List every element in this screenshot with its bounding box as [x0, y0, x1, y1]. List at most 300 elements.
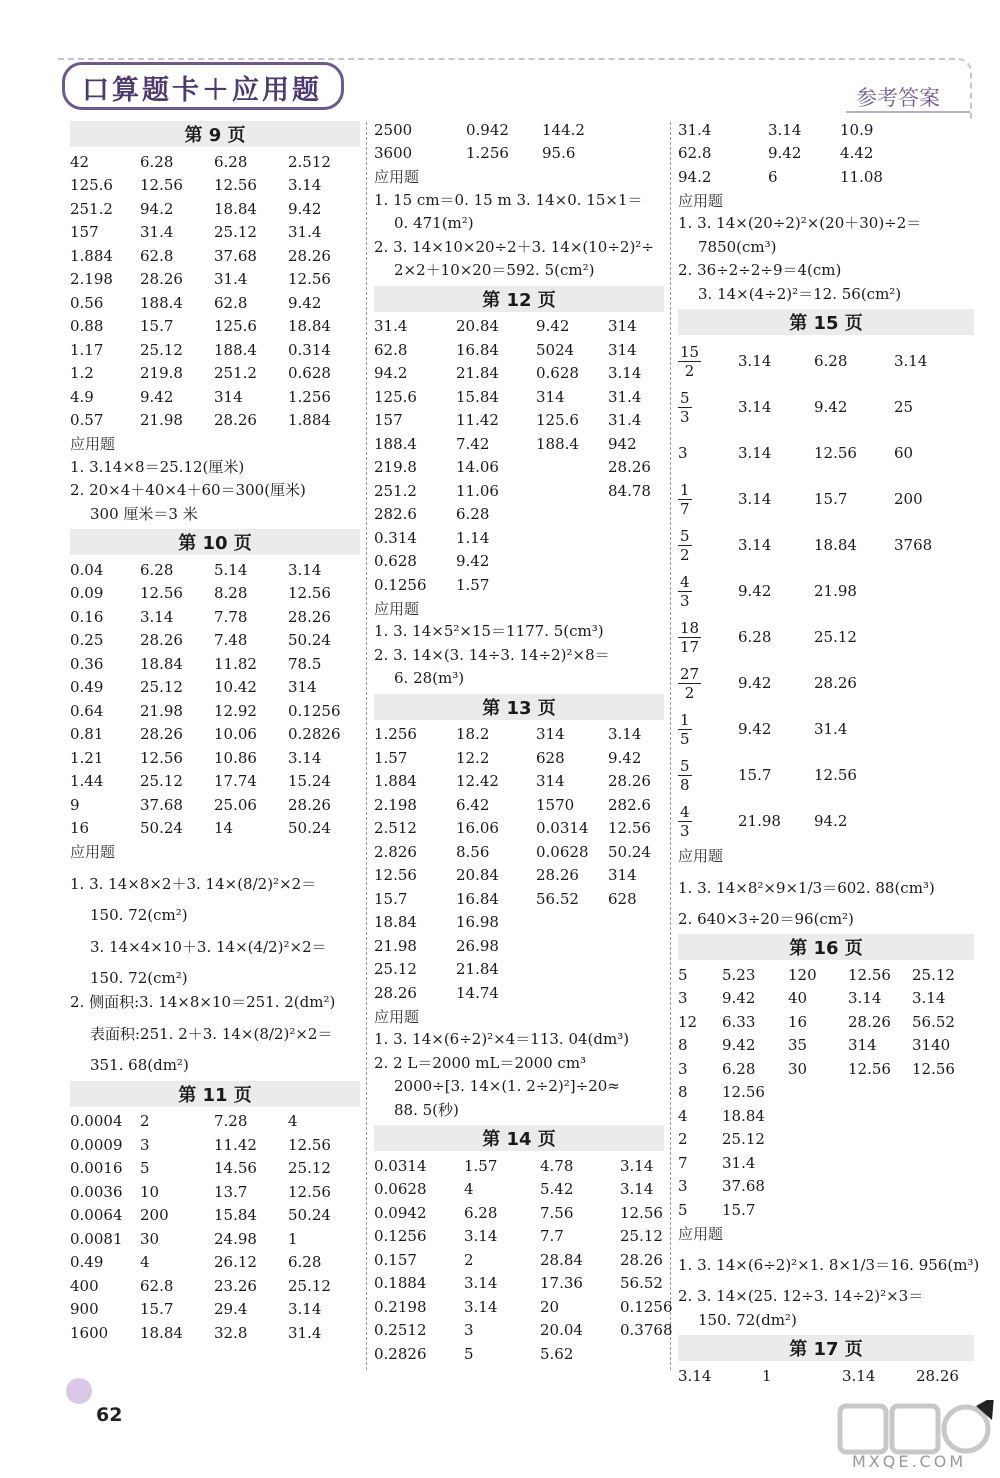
- answer-cell: 6.42: [456, 795, 490, 814]
- answer-row: [678, 430, 974, 476]
- answer-cell: 0.0004: [70, 1112, 123, 1131]
- answer-cell: 1.884: [70, 246, 113, 265]
- answer-cell: 282.6: [374, 505, 417, 524]
- solution-line: 1. 3. 14×(6÷2)²×1. 8×1/3＝16. 956(m³): [678, 1256, 980, 1274]
- answer-row: [374, 118, 664, 142]
- answer-cell: 3.14: [768, 120, 802, 139]
- answer-cell: 28.26: [214, 411, 257, 430]
- answer-cell: 9.42: [608, 748, 642, 767]
- answer-cell: 62.8: [214, 293, 248, 312]
- answer-cell: 94.2: [814, 812, 848, 830]
- answer-label: 参考答案: [856, 86, 940, 110]
- answer-cell: [678, 444, 738, 462]
- answer-cell: 50.24: [288, 631, 331, 650]
- page-heading: 第 9 页: [70, 121, 360, 147]
- answer-cell: 18.84: [288, 317, 331, 336]
- answer-cell: 0.1256: [374, 1227, 427, 1246]
- section-label: 应用题: [70, 435, 116, 454]
- fraction: [678, 665, 701, 702]
- answer-cell: 6.28: [288, 1253, 322, 1272]
- answer-cell: 7: [678, 1153, 688, 1172]
- answer-cell: 31.4: [140, 223, 174, 242]
- answer-row: [678, 118, 974, 142]
- answer-cell: 28.26: [814, 674, 857, 692]
- answer-cell: 31.4: [814, 720, 848, 738]
- answer-cell: 37.68: [140, 795, 183, 814]
- numerator: 5: [680, 526, 690, 545]
- answer-cell: 42: [70, 152, 90, 171]
- answer-row: [678, 1104, 974, 1128]
- answer-cell: 0.1256: [620, 1297, 673, 1316]
- answer-cell: 31.4: [608, 387, 642, 406]
- answer-cell: 6.33: [722, 1012, 756, 1031]
- answer-cell: [678, 343, 738, 380]
- answer-cell: 0.0016: [70, 1159, 123, 1178]
- answer-cell: 5.14: [214, 560, 248, 579]
- answer-cell: 18.84: [814, 536, 857, 554]
- section-label: 应用题: [678, 191, 724, 210]
- answer-cell: 60: [894, 444, 914, 462]
- answer-cell: 628: [608, 889, 637, 908]
- answer-row: [374, 1178, 664, 1202]
- answer-cell: 628: [536, 748, 565, 767]
- answer-cell: 251.2: [374, 481, 417, 500]
- answer-cell: 84.78: [608, 481, 651, 500]
- answer-cell: 28.26: [288, 795, 331, 814]
- answer-row: [678, 522, 974, 568]
- answer-row: [678, 987, 974, 1011]
- answer-cell: 5024: [536, 340, 575, 359]
- answer-row: [70, 197, 360, 221]
- answer-row: [678, 476, 974, 522]
- answer-cell: 10.9: [840, 120, 874, 139]
- answer-cell: 50.24: [140, 819, 183, 838]
- answer-cell: [678, 389, 738, 426]
- solution-line: 6. 28(m³): [394, 669, 465, 687]
- answer-row: [374, 338, 664, 362]
- answer-cell: 12.56: [814, 766, 857, 784]
- answer-cell: 3.14: [848, 989, 882, 1008]
- answer-cell: 94.2: [140, 199, 174, 218]
- book-title: 口算题卡＋应用题: [82, 75, 322, 106]
- answer-row: [374, 479, 664, 503]
- answer-cell: 6: [768, 167, 778, 186]
- answer-cell: 0.2826: [374, 1344, 427, 1363]
- answer-cell: 50.24: [288, 819, 331, 838]
- solution-line: 1. 3. 14×(6÷2)²×4＝113. 04(dm³): [374, 1030, 630, 1048]
- answer-cell: 3.14: [738, 398, 772, 416]
- answer-row: [70, 150, 360, 174]
- answer-cell: 94.2: [374, 364, 408, 383]
- answer-cell: 8: [678, 1083, 688, 1102]
- answer-cell: 31.4: [722, 1153, 756, 1172]
- answer-row: [70, 174, 360, 198]
- answer-cell: [678, 619, 738, 656]
- column-1: [70, 118, 360, 1345]
- answer-cell: 28.26: [608, 772, 651, 791]
- answer-cell: 56.52: [912, 1012, 955, 1031]
- answer-cell: 28.26: [140, 270, 183, 289]
- answer-row: [70, 1298, 360, 1322]
- answer-cell: 2: [678, 1130, 688, 1149]
- solution-line: 1. 3. 14×8×2＋3. 14×(8/2)²×2＝: [70, 874, 317, 893]
- answer-cell: 314: [608, 866, 637, 885]
- answer-cell: 400: [70, 1276, 99, 1295]
- numerator: 4: [680, 572, 690, 591]
- solution-line: 3. 14×(4÷2)²＝12. 56(cm²): [698, 284, 902, 303]
- answer-cell: 0.628: [374, 552, 417, 571]
- answer-cell: 24.98: [214, 1229, 257, 1248]
- answer-cell: 1.256: [288, 387, 331, 406]
- answer-underline: [846, 111, 970, 113]
- fraction: [678, 803, 692, 840]
- answer-cell: 12.56: [140, 748, 183, 767]
- answer-cell: 21.98: [374, 936, 417, 955]
- answer-row: [70, 362, 360, 386]
- answer-cell: 5.62: [540, 1344, 574, 1363]
- answer-cell: 3: [678, 1059, 688, 1078]
- solution-line: 1. 15 cm＝0. 15 m 3. 14×0. 15×1＝: [374, 190, 643, 209]
- answer-cell: 7.28: [214, 1112, 248, 1131]
- answer-cell: 11.82: [214, 654, 257, 673]
- column-3: [678, 118, 980, 1388]
- answer-cell: 28.26: [140, 631, 183, 650]
- answer-cell: 9.42: [722, 989, 756, 1008]
- answer-cell: 1.884: [288, 411, 331, 430]
- answer-cell: 6.28: [722, 1059, 756, 1078]
- section-label: 应用题: [374, 599, 420, 618]
- answer-cell: 7.42: [456, 434, 490, 453]
- solution-line: 2. 3. 14×(25. 12÷3. 14÷2)²×3＝: [678, 1287, 924, 1305]
- answer-cell: 31.4: [678, 120, 712, 139]
- answer-row: [678, 1010, 974, 1034]
- answer-cell: 25.06: [214, 795, 257, 814]
- answer-row: [70, 1110, 360, 1134]
- fraction: [678, 711, 692, 748]
- answer-cell: 13.7: [214, 1182, 248, 1201]
- answer-cell: 0.0314: [374, 1156, 427, 1175]
- fraction: [678, 757, 692, 794]
- answer-cell: 16.84: [456, 340, 499, 359]
- solution-line: 2. 侧面积:3. 14×8×10＝251. 2(dm²): [70, 992, 336, 1011]
- answer-cell: 7.48: [214, 631, 248, 650]
- answer-cell: 25.12: [140, 678, 183, 697]
- answer-cell: 3.14: [620, 1180, 654, 1199]
- column-2: [374, 118, 673, 1366]
- answer-cell: 3.14: [288, 176, 322, 195]
- answer-cell: 94.2: [678, 167, 712, 186]
- answer-cell: 125.6: [374, 387, 417, 406]
- answer-row: [70, 1157, 360, 1181]
- answer-row: [70, 244, 360, 268]
- answer-cell: 12.56: [140, 584, 183, 603]
- column-separator-2: [670, 122, 671, 1370]
- solution-line: 0. 471(m²): [394, 214, 474, 232]
- answer-cell: 16.98: [456, 913, 499, 932]
- answer-cell: 3.14: [738, 490, 772, 508]
- answer-cell: 4: [288, 1112, 298, 1131]
- numerator: 4: [680, 802, 690, 821]
- answer-row: [70, 746, 360, 770]
- answer-cell: 15.24: [288, 772, 331, 791]
- answer-row: [678, 142, 974, 166]
- answer-cell: 12.56: [288, 270, 331, 289]
- answer-cell: 6.28: [214, 152, 248, 171]
- answer-row: [678, 1057, 974, 1081]
- answer-row: [374, 1272, 664, 1296]
- answer-cell: 28.84: [540, 1250, 583, 1269]
- answer-cell: 21.84: [456, 364, 499, 383]
- answer-row: [70, 723, 360, 747]
- answer-row: [374, 1225, 664, 1249]
- answer-row: [374, 142, 664, 166]
- answer-cell: 16.84: [456, 889, 499, 908]
- answer-cell: 314: [848, 1036, 877, 1055]
- answer-row: [374, 550, 664, 574]
- answer-cell: 12.56: [140, 176, 183, 195]
- answer-cell: 251.2: [70, 199, 113, 218]
- answer-cell: 35: [788, 1036, 808, 1055]
- answer-cell: 6.28: [140, 560, 174, 579]
- answer-cell: 56.52: [620, 1274, 663, 1293]
- answer-cell: 21.98: [140, 411, 183, 430]
- answer-row: [70, 1274, 360, 1298]
- page-heading: 第 14 页: [374, 1125, 664, 1151]
- answer-cell: 3140: [912, 1036, 951, 1055]
- answer-cell: 12.56: [288, 1182, 331, 1201]
- numerator: 1: [680, 480, 690, 499]
- answer-cell: 3.14: [912, 989, 946, 1008]
- answer-cell: 3600: [374, 144, 413, 163]
- answer-cell: 1570: [536, 795, 575, 814]
- answer-cell: 78.5: [288, 654, 322, 673]
- answer-row: [374, 456, 664, 480]
- answer-cell: 12.56: [814, 444, 857, 462]
- answer-row: [374, 793, 664, 817]
- answer-cell: 3.14: [140, 607, 174, 626]
- answer-cell: 50.24: [608, 842, 651, 861]
- answer-row: [374, 315, 664, 339]
- solution-line: 1. 3. 14×(20÷2)²×(20＋30)÷2＝: [678, 214, 922, 232]
- answer-row: [70, 676, 360, 700]
- denominator: 3: [680, 407, 690, 426]
- answer-cell: 6.28: [814, 352, 848, 370]
- answer-cell: 4.9: [70, 387, 94, 406]
- answer-row: [374, 573, 664, 597]
- answer-cell: 0.1256: [374, 575, 427, 594]
- solution-line: 1. 3. 14×8²×9×1/3＝602. 88(cm³): [678, 878, 935, 897]
- answer-cell: 8: [678, 1036, 688, 1055]
- denominator: 5: [680, 729, 690, 748]
- answer-cell: 25: [894, 398, 914, 416]
- answer-cell: 282.6: [608, 795, 651, 814]
- answer-cell: 12.56: [608, 819, 651, 838]
- answer-row: [70, 1227, 360, 1251]
- answer-cell: 31.4: [374, 317, 408, 336]
- answer-cell: 942: [608, 434, 637, 453]
- answer-cell: 188.4: [140, 293, 183, 312]
- answer-cell: 3.14: [288, 560, 322, 579]
- solution-line: 2. 3. 14×10×20÷2＋3. 14×(10÷2)²÷: [374, 237, 654, 256]
- answer-cell: 18.84: [140, 1323, 183, 1342]
- answer-cell: 3.14: [894, 352, 928, 370]
- answer-cell: 25.12: [214, 223, 257, 242]
- answer-cell: 37.68: [214, 246, 257, 265]
- answer-cell: 0.942: [466, 120, 509, 139]
- answer-cell: 28.26: [140, 725, 183, 744]
- answer-cell: 4: [678, 1106, 688, 1125]
- answer-row: [678, 706, 974, 752]
- answer-row: [70, 338, 360, 362]
- answer-row: [374, 409, 664, 433]
- answer-cell: 7.56: [540, 1203, 574, 1222]
- answer-cell: 1.256: [374, 725, 417, 744]
- answer-cell: [678, 711, 738, 748]
- answer-cell: 16.06: [456, 819, 499, 838]
- answer-row: [678, 165, 974, 189]
- answer-row: [70, 699, 360, 723]
- answer-cell: 188.4: [374, 434, 417, 453]
- answer-cell: 12.56: [848, 965, 891, 984]
- answer-cell: 2500: [374, 120, 413, 139]
- answer-cell: 0.64: [70, 701, 104, 720]
- answer-cell: 28.26: [620, 1250, 663, 1269]
- numerator: 5: [680, 388, 690, 407]
- answer-cell: 11.42: [214, 1135, 257, 1154]
- denominator: 3: [680, 821, 690, 840]
- answer-cell: 1: [288, 1229, 298, 1248]
- answer-row: [678, 1034, 974, 1058]
- answer-cell: 18.84: [214, 199, 257, 218]
- answer-cell: [678, 665, 738, 702]
- answer-cell: 314: [536, 725, 565, 744]
- answer-cell: 28.26: [916, 1366, 959, 1385]
- answer-cell: 62.8: [140, 1276, 174, 1295]
- answer-cell: 5: [678, 965, 688, 984]
- answer-cell: 0.1256: [288, 701, 341, 720]
- answer-cell: 0.0942: [374, 1203, 427, 1222]
- answer-cell: 14.74: [456, 983, 499, 1002]
- answer-cell: 3.14: [620, 1156, 654, 1175]
- answer-row: [70, 793, 360, 817]
- answer-cell: 31.4: [608, 411, 642, 430]
- answer-row: [374, 1201, 664, 1225]
- whole-number: 3: [678, 444, 688, 462]
- answer-cell: 20.84: [456, 317, 499, 336]
- answer-cell: 23.26: [214, 1276, 257, 1295]
- answer-row: [374, 981, 664, 1005]
- answer-cell: 9: [70, 795, 80, 814]
- answer-row: [70, 770, 360, 794]
- answer-cell: [678, 481, 738, 518]
- fraction: [678, 619, 701, 656]
- answer-cell: 31.4: [214, 270, 248, 289]
- answer-cell: 30: [788, 1059, 808, 1078]
- page-heading: 第 11 页: [70, 1081, 360, 1107]
- answer-row: [70, 558, 360, 582]
- answer-row: [678, 384, 974, 430]
- answer-row: [374, 1154, 664, 1178]
- solution-line: 7850(cm³): [698, 237, 777, 256]
- answer-row: [70, 1133, 360, 1157]
- answer-cell: 2: [464, 1250, 474, 1269]
- answer-row: [70, 652, 360, 676]
- numerator: 27: [680, 664, 700, 683]
- answer-row: [678, 798, 974, 844]
- answer-cell: 17.36: [540, 1274, 583, 1293]
- answer-cell: 120: [788, 965, 817, 984]
- answer-cell: 3.14: [608, 725, 642, 744]
- answer-cell: 9.42: [722, 1036, 756, 1055]
- answer-cell: 157: [374, 411, 403, 430]
- answer-row: [374, 1295, 673, 1319]
- answer-cell: 9.42: [738, 720, 772, 738]
- answer-cell: 8.28: [214, 584, 248, 603]
- answer-cell: 9.42: [738, 674, 772, 692]
- answer-cell: 0.314: [288, 340, 331, 359]
- section-label: 应用题: [70, 843, 116, 862]
- answer-cell: 125.6: [536, 411, 579, 430]
- answer-cell: 7.78: [214, 607, 248, 626]
- answer-cell: 4: [464, 1180, 474, 1199]
- answer-row: [70, 1180, 360, 1204]
- answer-cell: 1.44: [70, 772, 104, 791]
- numerator: 1: [680, 710, 690, 729]
- answer-cell: 1600: [70, 1323, 109, 1342]
- answer-cell: 20.04: [540, 1321, 583, 1340]
- answer-cell: 25.12: [722, 1130, 765, 1149]
- answer-cell: 50.24: [288, 1206, 331, 1225]
- answer-cell: 3.14: [608, 364, 642, 383]
- answer-cell: 5: [140, 1159, 150, 1178]
- answer-cell: 219.8: [140, 364, 183, 383]
- answer-row: [70, 268, 360, 292]
- answer-cell: 17.74: [214, 772, 257, 791]
- answer-row: [70, 582, 360, 606]
- denominator: 3: [680, 591, 690, 610]
- answer-cell: 0.88: [70, 317, 104, 336]
- answer-cell: 3768: [894, 536, 933, 554]
- answer-cell: 900: [70, 1300, 99, 1319]
- answer-cell: 31.4: [288, 223, 322, 242]
- answer-cell: 15.84: [214, 1206, 257, 1225]
- answer-cell: 11.42: [456, 411, 499, 430]
- answer-cell: 314: [536, 387, 565, 406]
- answer-cell: 0.2512: [374, 1321, 427, 1340]
- answer-row: [374, 1248, 664, 1272]
- answer-cell: 25.12: [140, 772, 183, 791]
- answer-cell: 12.2: [456, 748, 490, 767]
- answer-cell: 125.6: [70, 176, 113, 195]
- answer-cell: 0.3768: [620, 1321, 673, 1340]
- answer-cell: 3: [464, 1321, 474, 1340]
- answer-cell: 3: [678, 1177, 688, 1196]
- answer-cell: 0.1884: [374, 1274, 427, 1293]
- answer-row: [70, 409, 360, 433]
- solution-line: 2000÷[3. 14×(1. 2÷2)²]÷20≈: [394, 1077, 620, 1095]
- answer-cell: 200: [894, 490, 923, 508]
- page-decoration: [66, 1378, 92, 1404]
- solution-line: 2. 2 L＝2000 mL＝2000 cm³: [374, 1053, 587, 1072]
- answer-cell: 12.92: [214, 701, 257, 720]
- answer-row: [70, 1251, 360, 1275]
- answer-cell: 4.78: [540, 1156, 574, 1175]
- answer-cell: 10.86: [214, 748, 257, 767]
- answer-cell: 6.28: [738, 628, 772, 646]
- section-label: 应用题: [678, 1224, 724, 1243]
- answer-cell: 1: [762, 1366, 772, 1385]
- answer-cell: 10.06: [214, 725, 257, 744]
